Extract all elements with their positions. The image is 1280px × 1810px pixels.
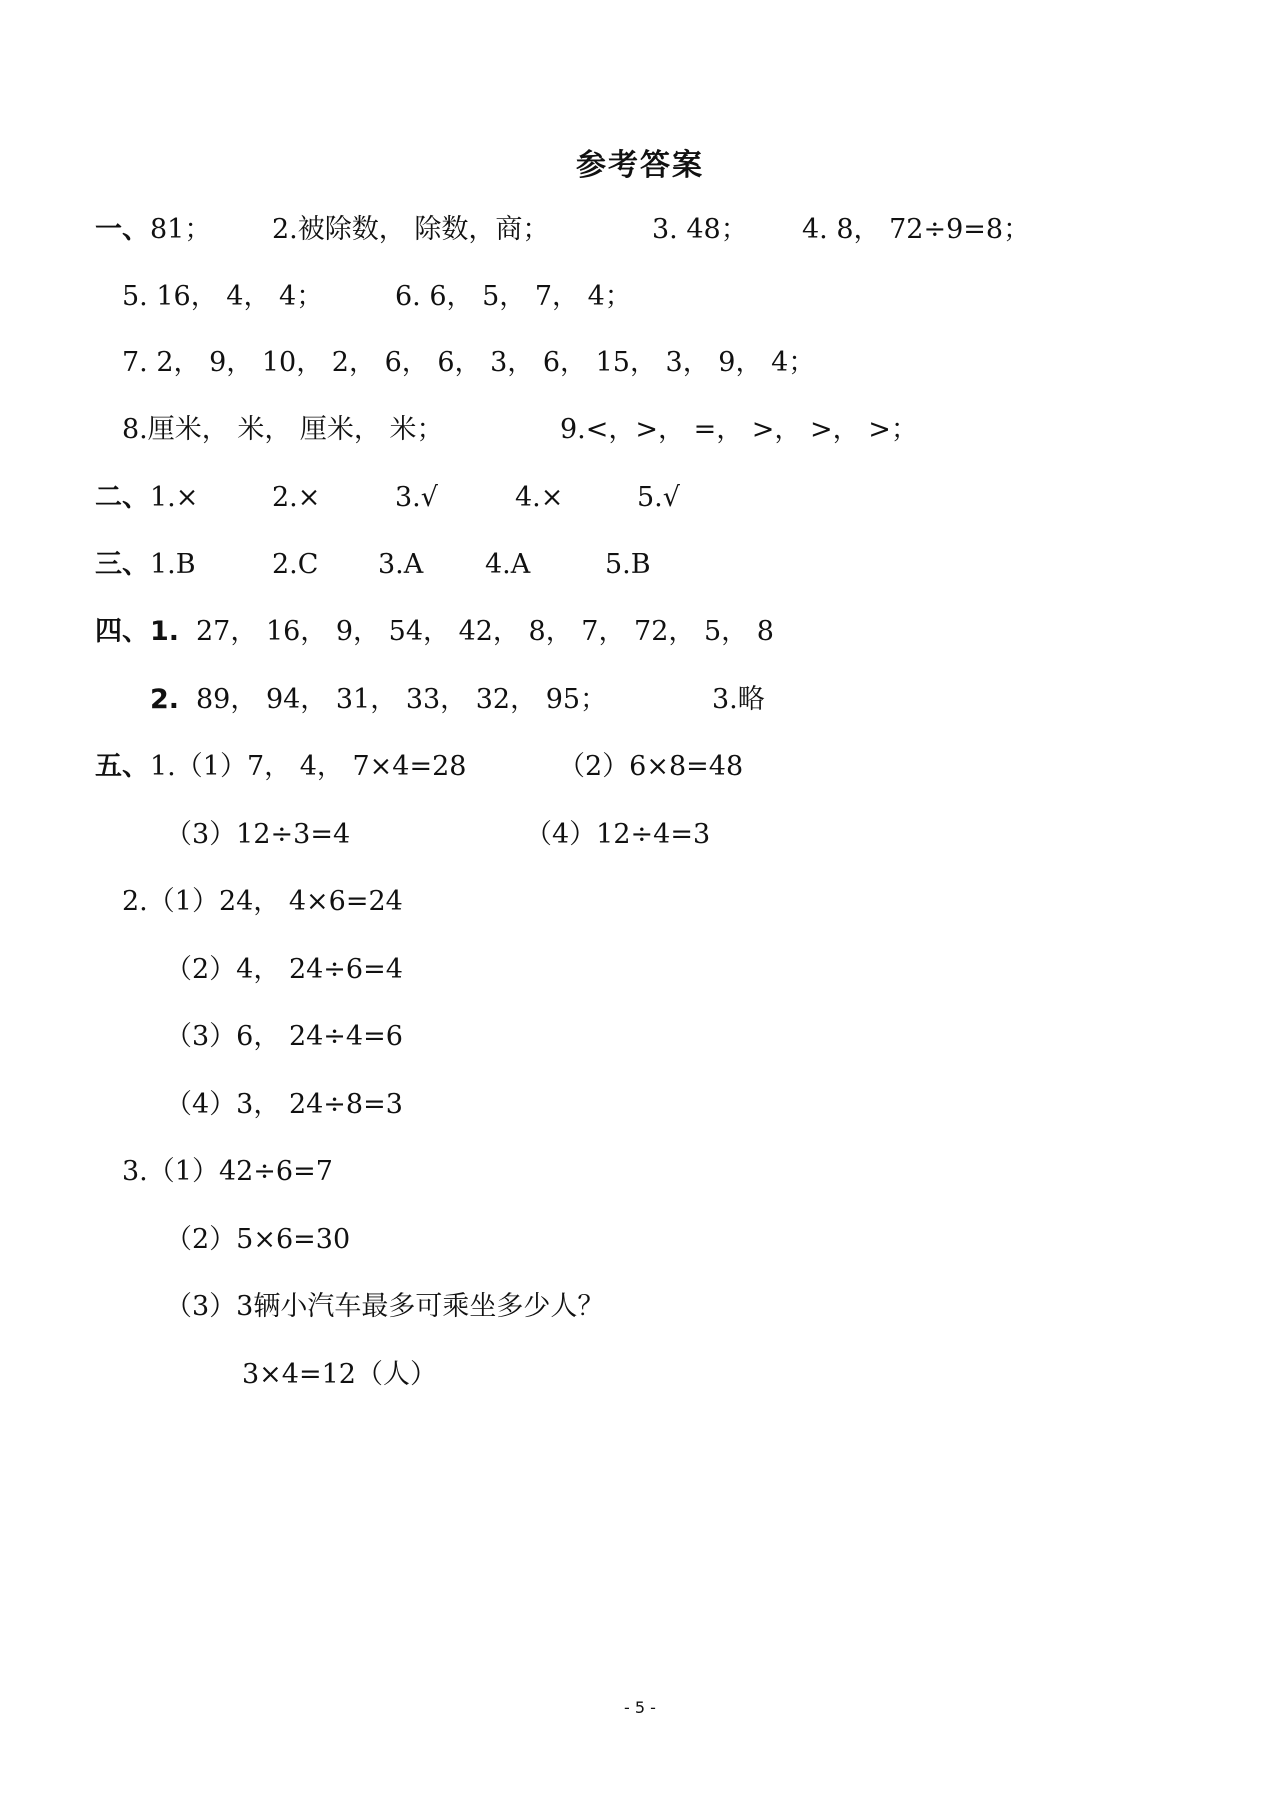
s5-q1-part3: （3）12÷3=4 bbox=[165, 819, 351, 850]
section-4-label: 四、 bbox=[95, 616, 149, 647]
s2-item-3: 3.√ bbox=[395, 482, 438, 513]
s1-answer-3: 3. 48； bbox=[652, 214, 748, 245]
s3-item-4: 4.A bbox=[485, 549, 531, 580]
s4-q2-answers: 89， 94， 31， 33， 32， 95； bbox=[196, 684, 608, 715]
s2-item-1: 1.× bbox=[150, 482, 199, 513]
s4-q2-number: 2. bbox=[150, 684, 180, 715]
s1-answer-6: 6. 6， 5， 7， 4； bbox=[395, 281, 632, 312]
s3-item-2: 2.C bbox=[272, 549, 319, 580]
section-1-label: 一、 bbox=[95, 214, 149, 245]
s1-answer-8: 8.厘米， 米， 厘米， 米； bbox=[122, 414, 444, 445]
s5-q3-part2: （2）5×6=30 bbox=[165, 1224, 351, 1255]
section-5-label: 五、 bbox=[95, 751, 149, 782]
s5-q3-part3: （3）3辆小汽车最多可乘坐多少人？ bbox=[165, 1291, 605, 1322]
s1-answer-4: 4. 8， 72÷9=8； bbox=[802, 214, 1031, 245]
s5-q3-part1: 3.（1）42÷6=7 bbox=[122, 1156, 333, 1187]
s1-answer-2: 2.被除数， 除数，商； bbox=[272, 214, 550, 245]
s1-answer-7: 7. 2， 9， 10， 2， 6， 6， 3， 6， 15， 3， 9， 4； bbox=[122, 347, 816, 378]
s5-q2-part1: 2.（1）24， 4×6=24 bbox=[122, 886, 403, 917]
s3-item-5: 5.B bbox=[605, 549, 651, 580]
s4-q3-answer: 3.略 bbox=[712, 684, 765, 715]
s2-item-4: 4.× bbox=[515, 482, 564, 513]
s1-answer-5: 5. 16， 4， 4； bbox=[122, 281, 324, 312]
s2-item-5: 5.√ bbox=[637, 482, 680, 513]
s5-q1-part2: （2）6×8=48 bbox=[558, 751, 744, 782]
s5-q2-part3: （3）6， 24÷4=6 bbox=[165, 1021, 403, 1052]
s5-q1-part4: （4）12÷4=3 bbox=[525, 819, 711, 850]
page-number: - 5 - bbox=[624, 1698, 656, 1717]
s5-q1-part1: 1.（1）7， 4， 7×4=28 bbox=[150, 751, 467, 782]
page-title: 参考答案 bbox=[576, 148, 704, 183]
s1-answer-9: 9.<，>， =， >， >， >； bbox=[560, 414, 918, 445]
s5-q3-part4: 3×4=12（人） bbox=[242, 1359, 437, 1390]
s5-q2-part4: （4）3， 24÷8=3 bbox=[165, 1089, 403, 1120]
s5-q2-part2: （2）4， 24÷6=4 bbox=[165, 954, 403, 985]
section-2-label: 二、 bbox=[95, 482, 149, 513]
s2-item-2: 2.× bbox=[272, 482, 321, 513]
s4-q1-answers: 27， 16， 9， 54， 42， 8， 7， 72， 5， 8 bbox=[196, 616, 774, 647]
section-3-label: 三、 bbox=[95, 549, 149, 580]
s4-q1-number: 1. bbox=[150, 616, 180, 647]
s3-item-1: 1.B bbox=[150, 549, 196, 580]
s1-answer-1: 81； bbox=[150, 214, 212, 245]
s3-item-3: 3.A bbox=[378, 549, 424, 580]
